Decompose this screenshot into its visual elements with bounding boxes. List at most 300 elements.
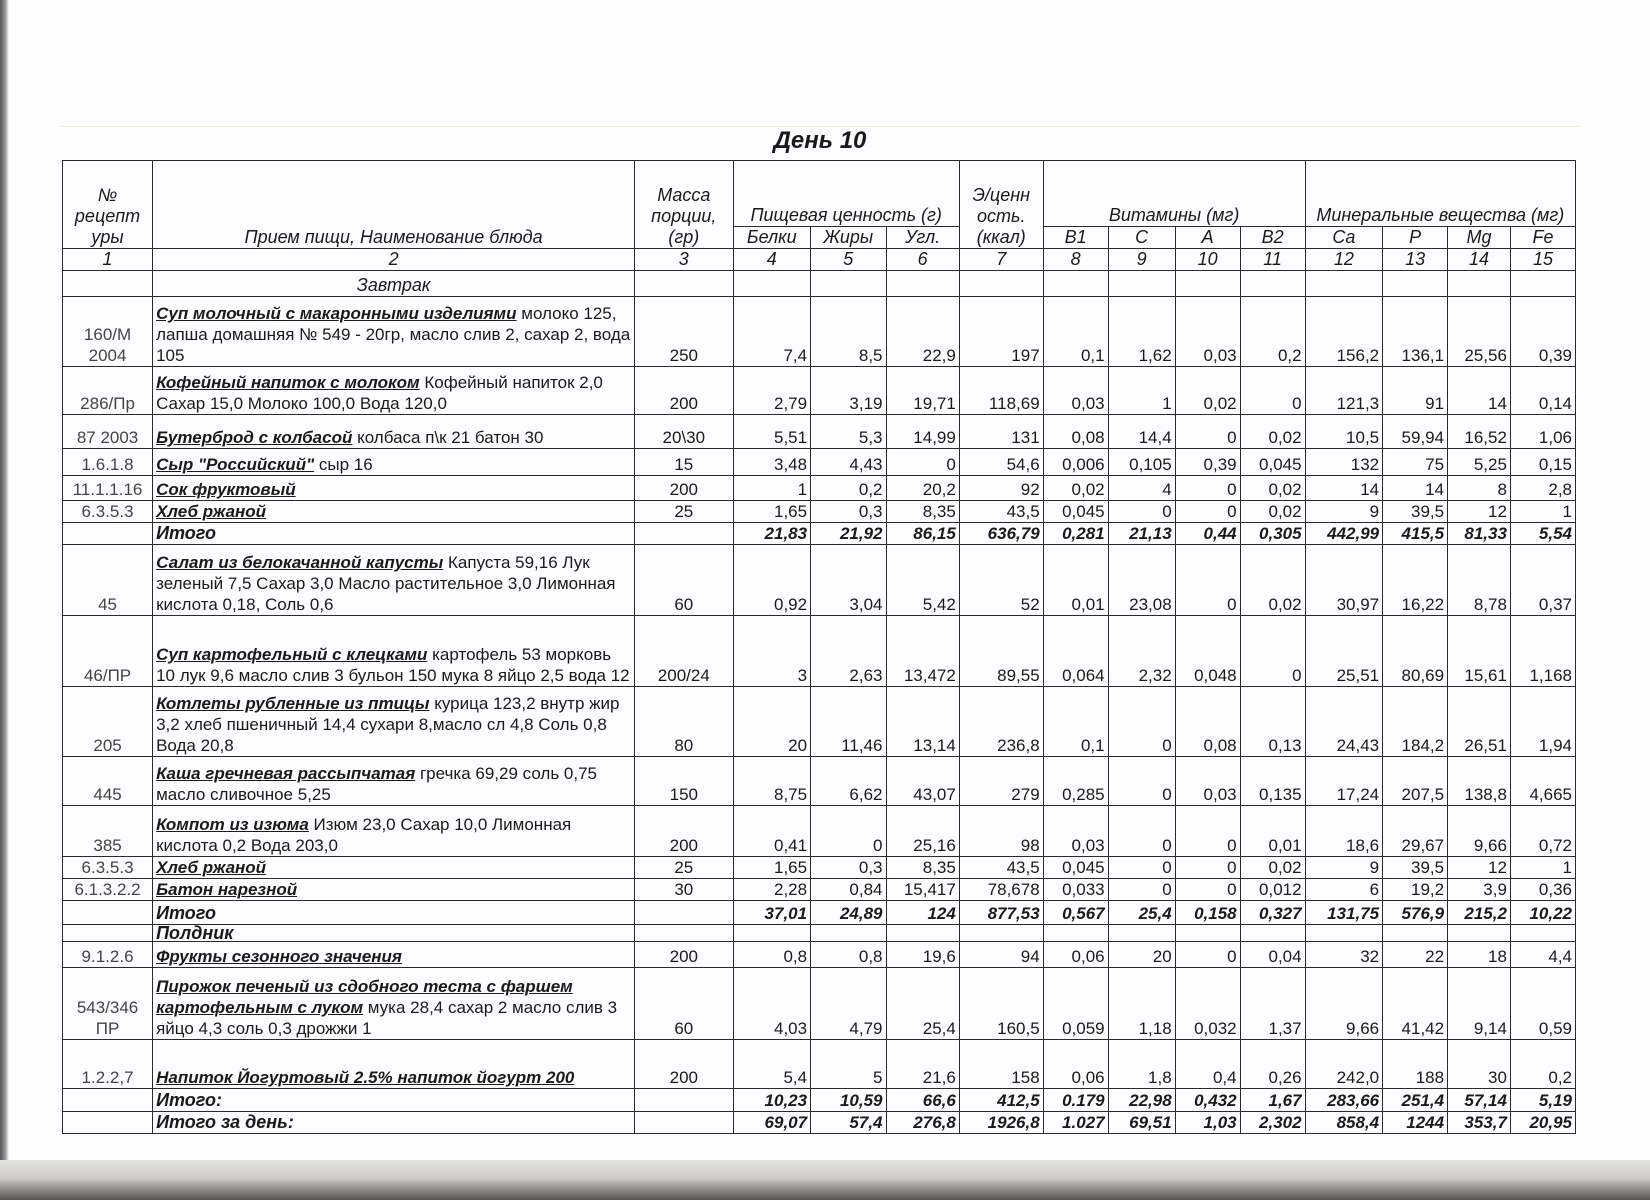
dish-row <box>63 297 1576 367</box>
mass-cell <box>635 901 733 925</box>
total-vit-c: 25,4 <box>1108 901 1175 925</box>
dish-name: Котлеты рубленные из птицы <box>156 694 430 713</box>
vit-b1-value: 0,064 <box>1043 616 1108 687</box>
dish-row <box>63 968 1576 1040</box>
energy-value: 52 <box>959 545 1043 616</box>
recipe-code: 445 <box>63 757 153 806</box>
column-number: 8 <box>1043 249 1108 271</box>
min-fe-value: 1,06 <box>1510 415 1575 449</box>
total-carbs: 124 <box>886 901 959 925</box>
total-min-mg: 57,14 <box>1448 1089 1511 1112</box>
min-p-value: 41,42 <box>1383 968 1448 1040</box>
min-p-value: 136,1 <box>1383 297 1448 367</box>
dish-ingredients: молоко 125, лапша домашняя № 549 - 20гр, масло слив 2, сахар 2, вода 105 <box>156 304 631 365</box>
min-p-value: 80,69 <box>1383 616 1448 687</box>
energy-value: 131 <box>959 415 1043 449</box>
min-p-value: 188 <box>1383 1040 1448 1089</box>
dish-ingredients: картофель 53 морковь 10 лук 9,6 масло слив 3 бульон 150 мука 8 яйцо 2,5 вода 12 <box>156 645 630 685</box>
column-number: 5 <box>811 249 886 271</box>
dish-name: Сок фруктовый <box>156 480 296 499</box>
min-mg-value: 14 <box>1448 367 1511 415</box>
min-p-value: 91 <box>1383 367 1448 415</box>
fat-value: 0,2 <box>811 476 886 501</box>
min-mg-value: 18 <box>1448 942 1511 968</box>
fat-value: 8,5 <box>811 297 886 367</box>
dish-row <box>63 449 1576 476</box>
min-fe-value: 0,15 <box>1510 449 1575 476</box>
dish-name: Пирожок печеный из сдобного теста с фаршем картофельным с луком <box>156 977 573 1017</box>
dish-name: Кофейный напиток с молоком <box>156 373 420 392</box>
total-vit-b2: 0,327 <box>1240 901 1305 925</box>
carbs-value: 8,35 <box>886 857 959 879</box>
protein-value: 0,8 <box>733 942 811 968</box>
dish-cell <box>153 857 635 879</box>
vit-a-value: 0,02 <box>1175 367 1240 415</box>
vit-c-value: 20 <box>1108 942 1175 968</box>
carbs-value: 20,2 <box>886 476 959 501</box>
protein-value: 2,79 <box>733 367 811 415</box>
column-number: 7 <box>959 249 1043 271</box>
vit-b1-value: 0,045 <box>1043 857 1108 879</box>
dish-row <box>63 942 1576 968</box>
min-mg-value: 26,51 <box>1448 687 1511 757</box>
energy-value: 118,69 <box>959 367 1043 415</box>
dish-name: Батон нарезной <box>156 880 298 899</box>
fat-value: 6,62 <box>811 757 886 806</box>
vit-c-value: 0 <box>1108 687 1175 757</box>
recipe-code-cell <box>63 523 153 545</box>
vit-b2-value: 0,13 <box>1240 687 1305 757</box>
recipe-code: 6.3.5.3 <box>63 857 153 879</box>
portion-mass: 60 <box>635 545 733 616</box>
protein-value: 3,48 <box>733 449 811 476</box>
subheader: Жиры <box>811 227 886 249</box>
total-carbs: 276,8 <box>886 1112 959 1134</box>
column-number: 14 <box>1448 249 1511 271</box>
dish-row <box>63 857 1576 879</box>
min-p-value: 207,5 <box>1383 757 1448 806</box>
dish-name: Каша гречневая рассыпчатая <box>156 764 416 783</box>
min-p-value: 59,94 <box>1383 415 1448 449</box>
total-vit-b2: 1,67 <box>1240 1089 1305 1112</box>
min-ca-value: 9,66 <box>1305 968 1383 1040</box>
recipe-code-cell <box>63 1112 153 1134</box>
recipe-code: 9.1.2.6 <box>63 942 153 968</box>
column-number: 15 <box>1510 249 1575 271</box>
vit-b2-value: 0,012 <box>1240 879 1305 901</box>
nutrition-table <box>62 160 1576 1134</box>
protein-value: 8,75 <box>733 757 811 806</box>
vit-a-value: 0,4 <box>1175 1040 1240 1089</box>
total-label: Итого за день: <box>153 1112 635 1134</box>
total-min-p: 251,4 <box>1383 1089 1448 1112</box>
total-vit-b1: 0,567 <box>1043 901 1108 925</box>
total-fat: 24,89 <box>811 901 886 925</box>
vit-a-value: 0,048 <box>1175 616 1240 687</box>
vit-b1-value: 0,03 <box>1043 806 1108 857</box>
total-carbs: 86,15 <box>886 523 959 545</box>
subheader: P <box>1383 227 1448 249</box>
header-nutrition: Пищевая ценность (г) <box>733 161 959 227</box>
fat-value: 5 <box>811 1040 886 1089</box>
portion-mass: 200 <box>635 367 733 415</box>
fat-value: 4,79 <box>811 968 886 1040</box>
recipe-code-cell <box>63 1089 153 1112</box>
fat-value: 3,19 <box>811 367 886 415</box>
dish-row <box>63 1040 1576 1089</box>
total-label: Итого <box>153 901 635 925</box>
carbs-value: 8,35 <box>886 501 959 523</box>
min-fe-value: 0,37 <box>1510 545 1575 616</box>
portion-mass: 200 <box>635 1040 733 1089</box>
energy-value: 78,678 <box>959 879 1043 901</box>
total-min-mg: 215,2 <box>1448 901 1511 925</box>
vit-a-value: 0 <box>1175 501 1240 523</box>
vit-c-value: 4 <box>1108 476 1175 501</box>
total-vit-a: 0,44 <box>1175 523 1240 545</box>
total-vit-b1: 0,281 <box>1043 523 1108 545</box>
column-number: 3 <box>635 249 733 271</box>
section-row-breakfast <box>63 271 1576 297</box>
vit-b2-value: 0,26 <box>1240 1040 1305 1089</box>
recipe-code: 45 <box>63 545 153 616</box>
energy-value: 94 <box>959 942 1043 968</box>
min-fe-value: 1 <box>1510 857 1575 879</box>
dish-cell <box>153 806 635 857</box>
dish-cell <box>153 545 635 616</box>
total-min-ca: 858,4 <box>1305 1112 1383 1134</box>
protein-value: 1 <box>733 476 811 501</box>
dish-cell <box>153 449 635 476</box>
dish-row <box>63 687 1576 757</box>
min-fe-value: 4,665 <box>1510 757 1575 806</box>
dish-row <box>63 545 1576 616</box>
protein-value: 1,65 <box>733 857 811 879</box>
mass-cell <box>635 523 733 545</box>
min-ca-value: 24,43 <box>1305 687 1383 757</box>
vit-c-value: 1,62 <box>1108 297 1175 367</box>
total-min-mg: 81,33 <box>1448 523 1511 545</box>
carbs-value: 0 <box>886 449 959 476</box>
total-min-fe: 5,19 <box>1510 1089 1575 1112</box>
portion-mass: 250 <box>635 297 733 367</box>
dish-name: Сыр "Российский" <box>156 455 315 474</box>
column-number: 11 <box>1240 249 1305 271</box>
total-protein: 37,01 <box>733 901 811 925</box>
recipe-code: 160/М 2004 <box>63 297 153 367</box>
protein-value: 1,65 <box>733 501 811 523</box>
vit-b2-value: 0,02 <box>1240 857 1305 879</box>
vit-a-value: 0 <box>1175 476 1240 501</box>
min-ca-value: 10,5 <box>1305 415 1383 449</box>
vit-b2-value: 0 <box>1240 616 1305 687</box>
energy-value: 236,8 <box>959 687 1043 757</box>
section-title-snack: Полдник <box>153 925 635 942</box>
dish-cell <box>153 687 635 757</box>
min-p-value: 75 <box>1383 449 1448 476</box>
total-row <box>63 1112 1576 1134</box>
min-p-value: 39,5 <box>1383 857 1448 879</box>
carbs-value: 13,14 <box>886 687 959 757</box>
vit-a-value: 0,03 <box>1175 757 1240 806</box>
scan-bottom-edge <box>0 1160 1650 1200</box>
vit-c-value: 0 <box>1108 806 1175 857</box>
fat-value: 0,84 <box>811 879 886 901</box>
header-row <box>63 161 1576 227</box>
vit-b1-value: 0,033 <box>1043 879 1108 901</box>
dish-row <box>63 806 1576 857</box>
min-mg-value: 25,56 <box>1448 297 1511 367</box>
recipe-code: 205 <box>63 687 153 757</box>
energy-value: 158 <box>959 1040 1043 1089</box>
min-p-value: 39,5 <box>1383 501 1448 523</box>
total-vit-a: 0,158 <box>1175 901 1240 925</box>
carbs-value: 13,472 <box>886 616 959 687</box>
dish-name: Салат из белокачанной капусты <box>156 553 444 572</box>
min-mg-value: 12 <box>1448 857 1511 879</box>
protein-value: 7,4 <box>733 297 811 367</box>
header-energy: Э/ценн ость. (ккал) <box>959 161 1043 249</box>
energy-value: 98 <box>959 806 1043 857</box>
vit-a-value: 0 <box>1175 942 1240 968</box>
vit-a-value: 0 <box>1175 879 1240 901</box>
portion-mass: 80 <box>635 687 733 757</box>
total-min-ca: 283,66 <box>1305 1089 1383 1112</box>
min-fe-value: 1,94 <box>1510 687 1575 757</box>
recipe-code: 543/346 ПР <box>63 968 153 1040</box>
energy-value: 43,5 <box>959 857 1043 879</box>
total-min-p: 415,5 <box>1383 523 1448 545</box>
min-p-value: 14 <box>1383 476 1448 501</box>
vit-c-value: 0 <box>1108 757 1175 806</box>
fat-value: 0,3 <box>811 857 886 879</box>
vit-c-value: 1,8 <box>1108 1040 1175 1089</box>
total-protein: 69,07 <box>733 1112 811 1134</box>
dish-row <box>63 476 1576 501</box>
total-vit-c: 22,98 <box>1108 1089 1175 1112</box>
dish-ingredients: курица 123,2 внутр жир 3,2 хлеб пшеничный 14,4 сухари 8,масло сл 4,8 Соль 0,8 Вода 20,8 <box>156 694 620 755</box>
min-p-value: 29,67 <box>1383 806 1448 857</box>
dish-cell <box>153 367 635 415</box>
min-fe-value: 1,168 <box>1510 616 1575 687</box>
subheader: Mg <box>1448 227 1511 249</box>
carbs-value: 5,42 <box>886 545 959 616</box>
vit-a-value: 0,032 <box>1175 968 1240 1040</box>
min-mg-value: 138,8 <box>1448 757 1511 806</box>
total-protein: 21,83 <box>733 523 811 545</box>
min-ca-value: 156,2 <box>1305 297 1383 367</box>
vit-b1-value: 0,03 <box>1043 367 1108 415</box>
protein-value: 2,28 <box>733 879 811 901</box>
vit-c-value: 14,4 <box>1108 415 1175 449</box>
min-fe-value: 1 <box>1510 501 1575 523</box>
total-min-ca: 131,75 <box>1305 901 1383 925</box>
min-ca-value: 30,97 <box>1305 545 1383 616</box>
subheader: B2 <box>1240 227 1305 249</box>
column-number: 10 <box>1175 249 1240 271</box>
vit-b1-value: 0,06 <box>1043 1040 1108 1089</box>
fat-value: 5,3 <box>811 415 886 449</box>
dish-cell <box>153 616 635 687</box>
header-meal: Прием пищи, Наименование блюда <box>153 161 635 249</box>
header-mass: Масса порции, (гр) <box>635 161 733 249</box>
portion-mass: 200 <box>635 476 733 501</box>
vit-b2-value: 0 <box>1240 367 1305 415</box>
recipe-code: 46/ПР <box>63 616 153 687</box>
total-min-fe: 5,54 <box>1510 523 1575 545</box>
mass-cell <box>635 1112 733 1134</box>
dish-name: Бутерброд с колбасой <box>156 428 353 447</box>
portion-mass: 200/24 <box>635 616 733 687</box>
total-carbs: 66,6 <box>886 1089 959 1112</box>
energy-value: 54,6 <box>959 449 1043 476</box>
column-number: 4 <box>733 249 811 271</box>
total-vit-c: 69,51 <box>1108 1112 1175 1134</box>
energy-value: 89,55 <box>959 616 1043 687</box>
vit-b2-value: 0,04 <box>1240 942 1305 968</box>
min-ca-value: 17,24 <box>1305 757 1383 806</box>
vit-b1-value: 0,06 <box>1043 942 1108 968</box>
min-ca-value: 25,51 <box>1305 616 1383 687</box>
vit-c-value: 0 <box>1108 879 1175 901</box>
min-ca-value: 121,3 <box>1305 367 1383 415</box>
total-energy: 636,79 <box>959 523 1043 545</box>
dish-cell <box>153 879 635 901</box>
carbs-value: 25,4 <box>886 968 959 1040</box>
vit-b2-value: 0,02 <box>1240 545 1305 616</box>
min-ca-value: 9 <box>1305 501 1383 523</box>
dish-cell <box>153 297 635 367</box>
fat-value: 0,3 <box>811 501 886 523</box>
vit-c-value: 0,105 <box>1108 449 1175 476</box>
min-fe-value: 0,14 <box>1510 367 1575 415</box>
dish-cell <box>153 415 635 449</box>
dish-row <box>63 757 1576 806</box>
column-number: 2 <box>153 249 635 271</box>
total-vit-a: 0,432 <box>1175 1089 1240 1112</box>
vit-b1-value: 0,285 <box>1043 757 1108 806</box>
carbs-value: 15,417 <box>886 879 959 901</box>
total-label: Итого: <box>153 1089 635 1112</box>
dish-name: Фрукты сезонного значения <box>156 947 402 966</box>
vit-b1-value: 0,08 <box>1043 415 1108 449</box>
portion-mass: 200 <box>635 942 733 968</box>
total-min-ca: 442,99 <box>1305 523 1383 545</box>
min-mg-value: 9,66 <box>1448 806 1511 857</box>
total-fat: 57,4 <box>811 1112 886 1134</box>
min-fe-value: 0,59 <box>1510 968 1575 1040</box>
dish-name: Суп картофельный с клецками <box>156 645 428 664</box>
carbs-value: 25,16 <box>886 806 959 857</box>
column-number: 6 <box>886 249 959 271</box>
vit-c-value: 0 <box>1108 857 1175 879</box>
vit-b1-value: 0,045 <box>1043 501 1108 523</box>
portion-mass: 15 <box>635 449 733 476</box>
min-ca-value: 132 <box>1305 449 1383 476</box>
min-ca-value: 32 <box>1305 942 1383 968</box>
dish-row <box>63 501 1576 523</box>
energy-value: 279 <box>959 757 1043 806</box>
fat-value: 0,8 <box>811 942 886 968</box>
min-mg-value: 30 <box>1448 1040 1511 1089</box>
vit-b1-value: 0,006 <box>1043 449 1108 476</box>
vit-b1-value: 0,1 <box>1043 297 1108 367</box>
min-mg-value: 16,52 <box>1448 415 1511 449</box>
total-fat: 21,92 <box>811 523 886 545</box>
min-p-value: 22 <box>1383 942 1448 968</box>
fat-value: 2,63 <box>811 616 886 687</box>
dish-name: Компот из изюма <box>156 815 309 834</box>
dish-ingredients: гречка 69,29 соль 0,75 масло сливочное 5,25 <box>156 764 597 804</box>
min-ca-value: 242,0 <box>1305 1040 1383 1089</box>
dish-ingredients: мука 28,4 сахар 2 масло слив 3 яйцо 4,3 соль 0,3 дрожжи 1 <box>156 998 618 1038</box>
total-vit-a: 1,03 <box>1175 1112 1240 1134</box>
total-fat: 10,59 <box>811 1089 886 1112</box>
scan-left-edge <box>0 0 9 1200</box>
min-p-value: 19,2 <box>1383 879 1448 901</box>
portion-mass: 60 <box>635 968 733 1040</box>
column-number: 9 <box>1108 249 1175 271</box>
protein-value: 20 <box>733 687 811 757</box>
page-title: День 10 <box>60 126 1580 161</box>
subheader: Ca <box>1305 227 1383 249</box>
min-mg-value: 12 <box>1448 501 1511 523</box>
column-number: 12 <box>1305 249 1383 271</box>
energy-value: 43,5 <box>959 501 1043 523</box>
vit-b1-value: 0,1 <box>1043 687 1108 757</box>
section-row-snack <box>63 925 1576 942</box>
column-number: 13 <box>1383 249 1448 271</box>
vit-a-value: 0,39 <box>1175 449 1240 476</box>
recipe-code-cell <box>63 901 153 925</box>
vit-b2-value: 0,2 <box>1240 297 1305 367</box>
vit-b2-value: 0,01 <box>1240 806 1305 857</box>
total-vit-b2: 2,302 <box>1240 1112 1305 1134</box>
min-fe-value: 0,72 <box>1510 806 1575 857</box>
portion-mass: 25 <box>635 501 733 523</box>
fat-value: 3,04 <box>811 545 886 616</box>
subheader: Угл. <box>886 227 959 249</box>
subheader: A <box>1175 227 1240 249</box>
recipe-code: 11.1.1.16 <box>63 476 153 501</box>
vit-b2-value: 0,02 <box>1240 476 1305 501</box>
recipe-code: 87 2003 <box>63 415 153 449</box>
subheader: Fe <box>1510 227 1575 249</box>
min-fe-value: 0,39 <box>1510 297 1575 367</box>
min-mg-value: 3,9 <box>1448 879 1511 901</box>
carbs-value: 43,07 <box>886 757 959 806</box>
total-min-mg: 353,7 <box>1448 1112 1511 1134</box>
column-number: 1 <box>63 249 153 271</box>
section-title-breakfast: Завтрак <box>153 271 635 297</box>
header-minerals: Минеральные вещества (мг) <box>1305 161 1575 227</box>
carbs-value: 14,99 <box>886 415 959 449</box>
total-row <box>63 1089 1576 1112</box>
min-mg-value: 8,78 <box>1448 545 1511 616</box>
carbs-value: 19,6 <box>886 942 959 968</box>
min-ca-value: 9 <box>1305 857 1383 879</box>
total-min-fe: 20,95 <box>1510 1112 1575 1134</box>
vit-c-value: 2,32 <box>1108 616 1175 687</box>
dish-cell <box>153 476 635 501</box>
subheader: Белки <box>733 227 811 249</box>
carbs-value: 22,9 <box>886 297 959 367</box>
vit-b1-value: 0,059 <box>1043 968 1108 1040</box>
min-mg-value: 15,61 <box>1448 616 1511 687</box>
recipe-code: 6.1.3.2.2 <box>63 879 153 901</box>
vit-b2-value: 0,02 <box>1240 415 1305 449</box>
total-row <box>63 901 1576 925</box>
